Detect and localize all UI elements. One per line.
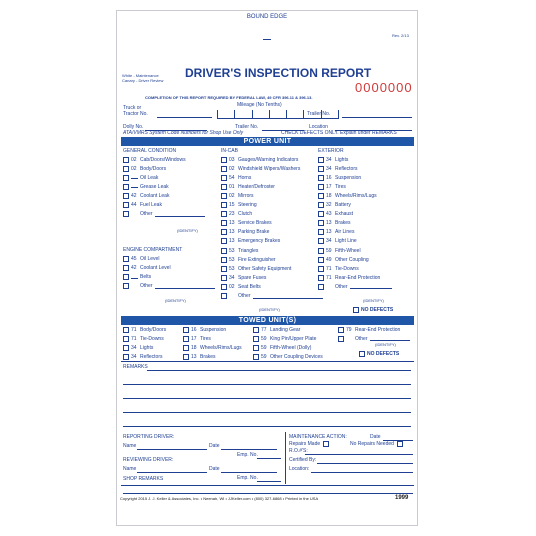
- inspection-report-form: [116, 10, 418, 526]
- remarks-label: REMARKS: [123, 364, 148, 370]
- no-repairs-option[interactable]: No Repairs Needed: [350, 440, 405, 447]
- item-checkbox[interactable]: [318, 238, 324, 244]
- incab-identify: (IDENTIFY): [259, 307, 280, 312]
- item-label: Other: [335, 283, 348, 290]
- checklist-item[interactable]: [253, 335, 316, 342]
- item-label: Other: [238, 293, 251, 299]
- item-checkbox[interactable]: [123, 354, 129, 360]
- checklist-item[interactable]: [221, 238, 280, 245]
- item-checkbox[interactable]: [221, 202, 227, 208]
- item-label: Rear-End Protection: [355, 326, 401, 333]
- item-label: Horns: [238, 174, 252, 181]
- item-checkbox[interactable]: [221, 238, 227, 244]
- item-checkbox[interactable]: [318, 193, 324, 199]
- item-checkbox[interactable]: [318, 220, 324, 226]
- towed-no-defects-checkbox[interactable]: [359, 351, 365, 357]
- item-label: Oil Leak: [140, 174, 159, 181]
- item-code: 34: [131, 353, 137, 360]
- item-checkbox[interactable]: [221, 257, 227, 263]
- item-checkbox[interactable]: [123, 283, 129, 289]
- item-checkbox[interactable]: [183, 354, 189, 360]
- item-code: 34: [326, 165, 332, 172]
- ro-field[interactable]: [305, 454, 413, 455]
- item-code: 34: [131, 344, 137, 351]
- item-checkbox[interactable]: [221, 248, 227, 254]
- item-label: Other: [140, 211, 153, 218]
- item-label: Service Brakes: [238, 220, 272, 227]
- item-code: 54: [229, 174, 235, 181]
- item-code: 59: [326, 247, 332, 254]
- item-checkbox[interactable]: [123, 256, 129, 262]
- ro-label: R.O.#'S:: [289, 448, 308, 454]
- checklist-item[interactable]: [221, 165, 300, 172]
- item-label: Battery: [335, 202, 351, 208]
- item-checkbox[interactable]: [253, 354, 259, 360]
- copyright-text: Copyright 2015 J. J. Keller & Associates, Inc. • Neenah, WI • JJKeller.com • (800) 327-6868 • Printed in the USA: [120, 496, 319, 501]
- item-code: 53: [229, 265, 235, 272]
- item-label: Coolant Level: [140, 264, 171, 271]
- checklist-item[interactable]: [221, 183, 275, 190]
- repairs-made-option[interactable]: Repairs Made: [289, 440, 331, 447]
- item-label: Wheels/Rims/Lugs: [335, 192, 377, 199]
- checklist-item[interactable]: [221, 174, 251, 181]
- checklist-item[interactable]: [318, 247, 361, 254]
- item-label: Tie-Downs: [140, 335, 164, 342]
- item-label: Cab/Doors/Windows: [140, 156, 186, 163]
- item-label: Reflectors: [140, 353, 163, 360]
- item-code: 32: [326, 202, 332, 208]
- no-repairs-checkbox[interactable]: [397, 441, 403, 447]
- item-checkbox[interactable]: [318, 166, 324, 172]
- item-code: 02: [131, 156, 137, 163]
- remarks-divider: [121, 361, 414, 362]
- item-checkbox[interactable]: [318, 275, 324, 281]
- item-code: 02: [229, 283, 235, 290]
- item-label: Belts: [140, 274, 152, 281]
- item-code: 71: [131, 335, 137, 342]
- checklist-item[interactable]: [221, 256, 276, 263]
- item-checkbox[interactable]: [123, 327, 129, 333]
- other-field[interactable]: [155, 212, 205, 217]
- checklist-item[interactable]: [123, 165, 166, 172]
- item-code: 13: [191, 353, 197, 360]
- item-checkbox[interactable]: [123, 211, 129, 217]
- checklist-item[interactable]: [318, 192, 377, 199]
- item-label: Other Coupling: [335, 256, 369, 263]
- item-checkbox[interactable]: [221, 284, 227, 290]
- item-label: Landing Gear: [270, 326, 301, 333]
- checklist-item[interactable]: [221, 156, 298, 163]
- item-label: Steering: [238, 202, 257, 208]
- item-label: Lights: [140, 344, 154, 351]
- checklist-item[interactable]: [123, 192, 169, 199]
- reviewing-date-label: Date: [209, 466, 220, 472]
- general-identify: (IDENTIFY): [177, 228, 198, 233]
- item-label: Coolant Leak: [140, 192, 170, 199]
- checklist-item[interactable]: [123, 202, 162, 209]
- item-checkbox[interactable]: [123, 193, 129, 199]
- item-code: 23: [229, 211, 235, 218]
- item-checkbox[interactable]: [123, 175, 129, 181]
- item-code: 44: [131, 202, 137, 208]
- checklist-item[interactable]: [221, 274, 266, 281]
- form-subtitle: COMPLETION OF THIS REPORT REQUIRED BY FEDERAL LAW, 49 CFR 396.11 & 396.13.: [145, 95, 313, 100]
- item-label: Brakes: [200, 353, 216, 360]
- item-code: 71: [131, 326, 137, 333]
- other-field[interactable]: [370, 336, 410, 341]
- checklist-item[interactable]: [123, 255, 159, 262]
- item-checkbox[interactable]: [221, 229, 227, 235]
- item-label: Suspension: [200, 326, 227, 333]
- item-label: Fifth-Wheel: [335, 247, 361, 254]
- bound-edge-label: BOUND EDGE: [246, 14, 288, 20]
- item-checkbox[interactable]: [318, 184, 324, 190]
- remarks-line-1[interactable]: [147, 370, 411, 371]
- item-checkbox[interactable]: [318, 229, 324, 235]
- form-title: DRIVER'S INSPECTION REPORT: [185, 66, 372, 80]
- remarks-line-3[interactable]: [123, 398, 411, 399]
- item-checkbox[interactable]: [221, 175, 227, 181]
- other-field[interactable]: [350, 284, 392, 289]
- item-label: Mirrors: [238, 192, 254, 199]
- item-code: 53: [229, 256, 235, 263]
- item-label: Fifth-Wheel (Dolly): [270, 344, 312, 351]
- reviewing-driver-label: REVIEWING DRIVER:: [123, 457, 174, 463]
- reviewing-emp-label: Emp. No.: [237, 475, 258, 481]
- item-code: [131, 274, 140, 281]
- item-code: 34: [326, 156, 332, 163]
- item-checkbox[interactable]: [253, 327, 259, 333]
- signature-divider: [285, 432, 286, 484]
- item-checkbox[interactable]: [183, 345, 189, 351]
- trailer-label: Trailer No.: [307, 111, 331, 117]
- other-field[interactable]: [253, 294, 323, 299]
- item-checkbox[interactable]: [318, 157, 324, 163]
- certified-by-label: Certified By:: [289, 457, 317, 463]
- item-code: 71: [326, 274, 332, 281]
- checklist-item[interactable]: [253, 326, 300, 333]
- checklist-item[interactable]: [123, 274, 151, 281]
- item-label: Grease Leak: [140, 183, 169, 190]
- in-cab-title: IN-CAB: [221, 148, 238, 154]
- checklist-item[interactable]: [123, 156, 186, 163]
- item-checkbox[interactable]: [318, 284, 324, 290]
- checklist-item[interactable]: [318, 229, 354, 236]
- trailer2-label: Trailer No.: [235, 124, 259, 130]
- item-checkbox[interactable]: [221, 157, 227, 163]
- item-label: Reflectors: [335, 165, 358, 172]
- dolly-label: Dolly No.: [123, 124, 144, 130]
- checklist-item[interactable]: [318, 202, 351, 209]
- item-label: Other: [355, 335, 368, 342]
- remarks-line-4[interactable]: [123, 412, 411, 413]
- towed-no-defects[interactable]: NO DEFECTS: [359, 350, 399, 357]
- reporting-date-field[interactable]: [221, 449, 277, 450]
- reporting-emp-label: Emp. No.: [237, 452, 258, 458]
- remarks-line-5[interactable]: [123, 426, 411, 427]
- reviewing-name-field[interactable]: [137, 472, 207, 473]
- item-checkbox[interactable]: [221, 293, 227, 299]
- item-checkbox[interactable]: [253, 345, 259, 351]
- item-checkbox[interactable]: [318, 248, 324, 254]
- maint-location-label: Location:: [289, 466, 310, 472]
- item-checkbox[interactable]: [123, 157, 129, 163]
- repairs-made-checkbox[interactable]: [323, 441, 329, 447]
- checklist-item[interactable]: [318, 211, 353, 218]
- item-label: Emergency Brakes: [238, 238, 281, 245]
- revision-label: Rev. 2/13: [392, 33, 409, 38]
- truck-field[interactable]: [157, 117, 212, 118]
- item-label: Seat Belts: [238, 283, 261, 290]
- checklist-item[interactable]: [221, 211, 252, 218]
- item-label: Spare Fuses: [238, 274, 267, 281]
- item-checkbox[interactable]: [221, 266, 227, 272]
- exterior-identify: (IDENTIFY): [363, 298, 384, 303]
- item-label: Body/Doors: [140, 165, 167, 172]
- checklist-item[interactable]: [183, 344, 242, 351]
- item-code: 59: [261, 344, 267, 351]
- item-label: Body/Doors: [140, 326, 167, 333]
- checklist-item[interactable]: [123, 326, 166, 333]
- item-checkbox[interactable]: [318, 211, 324, 217]
- item-label: Tires: [200, 335, 211, 342]
- item-code: 16: [326, 174, 332, 181]
- reporting-date-label: Date: [209, 443, 220, 449]
- item-label: King Pin/Upper Plate: [270, 335, 317, 342]
- checklist-item[interactable]: [123, 183, 169, 190]
- checklist-item[interactable]: [318, 274, 380, 281]
- item-code: 59: [261, 335, 267, 342]
- item-checkbox[interactable]: [221, 184, 227, 190]
- item-checkbox[interactable]: [183, 327, 189, 333]
- checklist-item[interactable]: [123, 211, 205, 218]
- checklist-item[interactable]: [183, 326, 226, 333]
- checklist-item[interactable]: [318, 165, 358, 172]
- other-field[interactable]: [155, 284, 215, 289]
- reviewing-name-label: Name: [123, 466, 137, 472]
- item-code: 15: [229, 202, 235, 208]
- item-label: Oil Level: [140, 255, 160, 262]
- item-code: 59: [261, 353, 267, 360]
- item-label: Other: [140, 283, 153, 290]
- item-checkbox[interactable]: [338, 327, 344, 333]
- item-code: 42: [131, 192, 137, 199]
- maintenance-action-label: MAINTENANCE ACTION:: [289, 434, 347, 440]
- checklist-item[interactable]: [318, 174, 361, 181]
- item-code: 49: [326, 256, 332, 263]
- item-checkbox[interactable]: [318, 266, 324, 272]
- checklist-item[interactable]: [123, 353, 163, 360]
- item-checkbox[interactable]: [123, 166, 129, 172]
- item-checkbox[interactable]: [123, 184, 129, 190]
- item-checkbox[interactable]: [318, 202, 324, 208]
- report-number: 0000000: [355, 80, 413, 95]
- item-code: 18: [191, 344, 197, 351]
- item-code: 34: [326, 238, 332, 245]
- checklist-item[interactable]: [123, 335, 164, 342]
- checklist-item[interactable]: [318, 283, 392, 290]
- reporting-name-label: Name: [123, 443, 137, 449]
- item-code: 13: [326, 220, 332, 227]
- truck-label: Truck or Tractor No.: [123, 105, 148, 117]
- ata-note: ATA/VMRS System Code Numbers for Shop Use Only: [123, 130, 244, 136]
- form-number: 1999: [395, 495, 409, 501]
- item-checkbox[interactable]: [221, 220, 227, 226]
- shop-remarks-label: SHOP REMARKS: [123, 476, 164, 482]
- checklist-item[interactable]: [338, 326, 400, 333]
- item-label: Suspension: [335, 174, 362, 181]
- trailer-field[interactable]: [342, 117, 412, 118]
- location-label: Location: [309, 124, 328, 130]
- checklist-item[interactable]: [318, 183, 346, 190]
- item-code: 17: [191, 335, 197, 342]
- checklist-item[interactable]: [123, 264, 171, 271]
- engine-compartment-title: ENGINE COMPARTMENT: [123, 247, 183, 253]
- checklist-item[interactable]: [221, 283, 261, 290]
- item-label: Wheels/Rims/Lugs: [200, 344, 242, 351]
- item-code: 34: [229, 274, 235, 281]
- item-label: Windshield Wipers/Washers: [238, 165, 301, 172]
- checklist-item[interactable]: [123, 283, 215, 290]
- bound-edge-mark: [263, 39, 271, 40]
- item-label: Other Safety Equipment: [238, 265, 292, 272]
- checklist-item[interactable]: [221, 220, 272, 227]
- item-label: Fire Extinguisher: [238, 256, 276, 263]
- item-checkbox[interactable]: [123, 336, 129, 342]
- towed-units-bar: TOWED UNIT(S): [121, 316, 414, 325]
- item-label: Rear-End Protection: [335, 274, 381, 281]
- item-checkbox[interactable]: [221, 166, 227, 172]
- item-label: Light Line: [335, 238, 357, 245]
- copy-canary-label: Canary - Driver Review: [122, 78, 164, 83]
- no-defects-checkbox[interactable]: [353, 307, 359, 313]
- item-code: 18: [326, 192, 332, 199]
- item-checkbox[interactable]: [123, 274, 129, 280]
- item-code: 77: [261, 326, 267, 333]
- item-code: 79: [346, 326, 352, 333]
- checklist-item[interactable]: [318, 238, 357, 245]
- item-checkbox[interactable]: [221, 211, 227, 217]
- copy-white-label: White - Maintenance: [122, 73, 159, 78]
- item-checkbox[interactable]: [123, 265, 129, 271]
- item-label: Tie-Downs: [335, 265, 359, 272]
- checklist-item[interactable]: [123, 174, 158, 181]
- item-checkbox[interactable]: [183, 336, 189, 342]
- engine-identify: (IDENTIFY): [165, 298, 186, 303]
- item-checkbox[interactable]: [318, 175, 324, 181]
- checklist-item[interactable]: [221, 265, 291, 272]
- item-checkbox[interactable]: [221, 193, 227, 199]
- item-checkbox[interactable]: [253, 336, 259, 342]
- item-code: 13: [229, 229, 235, 236]
- item-label: Air Lines: [335, 229, 355, 236]
- item-label: Other Coupling Devices: [270, 353, 323, 360]
- item-code: 02: [229, 165, 235, 172]
- shop-remarks-line[interactable]: [123, 493, 413, 494]
- item-checkbox[interactable]: [123, 345, 129, 351]
- checklist-item[interactable]: [183, 335, 211, 342]
- checklist-item[interactable]: [183, 353, 216, 360]
- exterior-title: EXTERIOR: [318, 148, 344, 154]
- reviewing-emp-field[interactable]: [257, 481, 281, 482]
- item-code: 03: [229, 156, 235, 163]
- maint-date-label: Date: [370, 434, 381, 440]
- power-unit-no-defects[interactable]: NO DEFECTS: [353, 306, 393, 313]
- reporting-name-field[interactable]: [137, 449, 207, 450]
- item-code: 42: [131, 264, 137, 271]
- item-code: 17: [326, 183, 332, 190]
- certified-by-field[interactable]: [317, 463, 413, 464]
- checklist-item[interactable]: [123, 344, 153, 351]
- item-code: 01: [229, 183, 235, 190]
- remarks-line-2[interactable]: [123, 384, 411, 385]
- towed-identify: (IDENTIFY): [375, 342, 396, 347]
- item-code: 16: [191, 326, 197, 333]
- power-unit-bar: POWER UNIT: [121, 137, 414, 146]
- checklist-item[interactable]: [221, 192, 254, 199]
- checklist-item[interactable]: [221, 293, 323, 300]
- item-code: 13: [326, 229, 332, 236]
- item-label: Exhaust: [335, 211, 354, 218]
- item-label: Gauges/Warning Indicators: [238, 156, 299, 163]
- item-checkbox[interactable]: [221, 275, 227, 281]
- item-checkbox[interactable]: [318, 257, 324, 263]
- item-code: [131, 183, 140, 190]
- item-code: [131, 174, 140, 181]
- checklist-item[interactable]: [221, 202, 257, 209]
- checklist-item[interactable]: [318, 156, 348, 163]
- general-condition-title: GENERAL CONDITION: [123, 148, 177, 154]
- maint-location-field[interactable]: [311, 472, 413, 473]
- checklist-item[interactable]: [221, 229, 269, 236]
- check-defects-note: CHECK DEFECTS ONLY. Explain under REMARKS: [281, 130, 397, 136]
- item-code: 43: [326, 211, 332, 218]
- shop-remarks-divider: [121, 485, 414, 486]
- checklist-item[interactable]: [318, 265, 359, 272]
- item-label: Lights: [335, 156, 349, 163]
- item-label: Triangles: [238, 247, 259, 254]
- checklist-item[interactable]: [318, 256, 369, 263]
- item-checkbox[interactable]: [123, 202, 129, 208]
- item-code: 71: [326, 265, 332, 272]
- item-label: Tires: [335, 183, 346, 190]
- item-code: 02: [131, 165, 137, 172]
- checklist-item[interactable]: [253, 344, 311, 351]
- item-label: Heater/Defroster: [238, 183, 275, 190]
- item-label: Parking Brake: [238, 229, 270, 236]
- reporting-emp-field[interactable]: [257, 458, 281, 459]
- item-code: 13: [229, 238, 235, 245]
- mileage-label: Mileage (No Tenths): [237, 102, 282, 108]
- item-code: 53: [229, 247, 235, 254]
- item-code: 13: [229, 220, 235, 227]
- item-label: Fuel Leak: [140, 202, 162, 208]
- checklist-item[interactable]: [338, 335, 410, 342]
- item-checkbox[interactable]: [338, 336, 344, 342]
- reporting-driver-label: REPORTING DRIVER:: [123, 434, 175, 440]
- item-code: 45: [131, 255, 137, 262]
- item-label: Clutch: [238, 211, 253, 218]
- item-label: Brakes: [335, 220, 351, 227]
- item-code: 02: [229, 192, 235, 199]
- reviewing-date-field[interactable]: [221, 472, 277, 473]
- checklist-item[interactable]: [253, 353, 323, 360]
- checklist-item[interactable]: [221, 247, 258, 254]
- checklist-item[interactable]: [318, 220, 351, 227]
